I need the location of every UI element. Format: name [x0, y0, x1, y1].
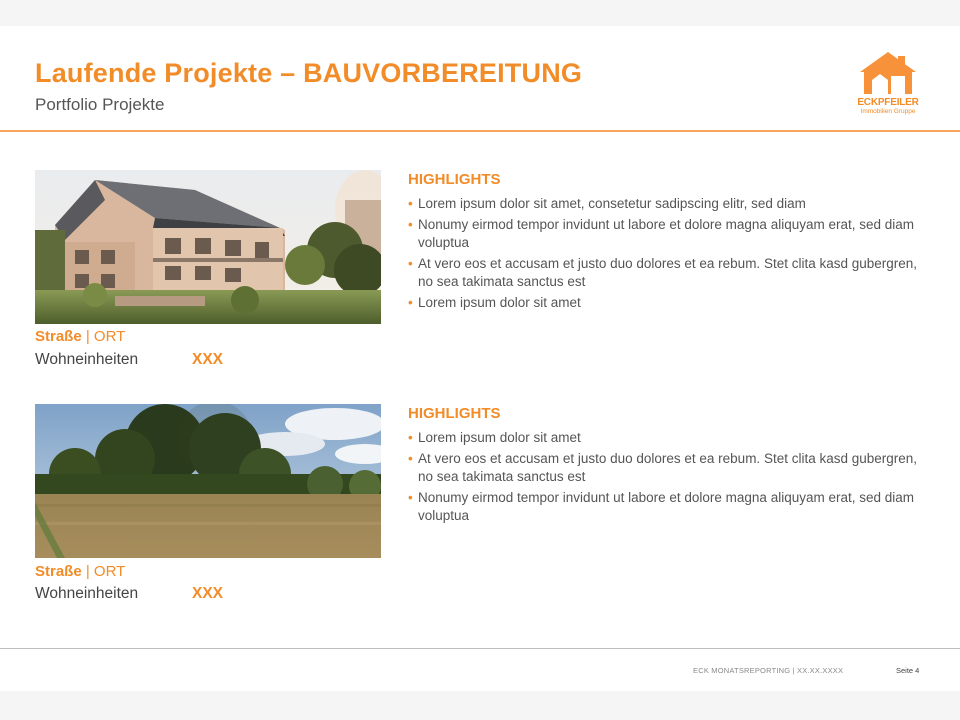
highlight-item: • Lorem ipsum dolor sit amet	[408, 429, 928, 447]
location-separator: |	[81, 563, 94, 580]
street-label: Straße	[35, 328, 82, 345]
units-label: Wohneinheiten	[35, 351, 139, 368]
units-row	[35, 351, 224, 369]
street-label: Straße	[35, 563, 82, 580]
highlight-item: • At vero eos et accusam et justo duo dolores et ea rebum. Stet clita kasd gubergren, no sea takimata sanctus est	[408, 255, 928, 291]
footer-divider	[0, 648, 960, 649]
highlights-title: HIGHLIGHTS	[408, 171, 501, 188]
logo-tagline: Immobilien Gruppe	[860, 108, 916, 115]
highlight-item: • Nonumy eirmod tempor invidunt ut labore et dolore magna aliquyam erat, sed diam voluptua	[408, 216, 928, 252]
project-location	[35, 563, 125, 580]
highlights-title: HIGHLIGHTS	[408, 405, 501, 422]
field-with-trees-photo	[35, 404, 381, 558]
page-number: Seite 4	[896, 666, 920, 675]
place-label: ORT	[93, 563, 126, 580]
house-icon	[852, 50, 924, 96]
location-separator: |	[81, 328, 94, 345]
header-divider	[0, 130, 960, 132]
logo-name: ECKPFEILER	[857, 97, 919, 108]
page-title: Laufende Projekte – BAUVORBEREITUNG	[35, 58, 583, 88]
highlight-item: • Nonumy eirmod tempor invidunt ut labore et dolore magna aliquyam erat, sed diam voluptua	[408, 489, 928, 525]
highlight-item: • Lorem ipsum dolor sit amet, consetetur sadipscing elitr, sed diam	[408, 195, 928, 213]
company-logo	[852, 50, 924, 118]
highlights-list	[408, 429, 928, 528]
footer-report-label: ECK MONATSREPORTING | XX.XX.XXXX	[693, 666, 844, 675]
building-rendering-photo	[35, 170, 381, 324]
units-row	[35, 585, 224, 603]
highlight-item: • At vero eos et accusam et justo duo dolores et ea rebum. Stet clita kasd gubergren, no sea takimata sanctus est	[408, 450, 928, 486]
place-label: ORT	[93, 328, 126, 345]
highlights-list	[408, 195, 928, 315]
highlight-item: • Lorem ipsum dolor sit amet	[408, 294, 928, 312]
units-value: XXX	[192, 351, 224, 368]
units-value: XXX	[192, 585, 224, 602]
units-label: Wohneinheiten	[35, 585, 139, 602]
slide	[0, 26, 960, 691]
project-location	[35, 328, 125, 345]
page-subtitle: Portfolio Projekte	[35, 95, 165, 114]
